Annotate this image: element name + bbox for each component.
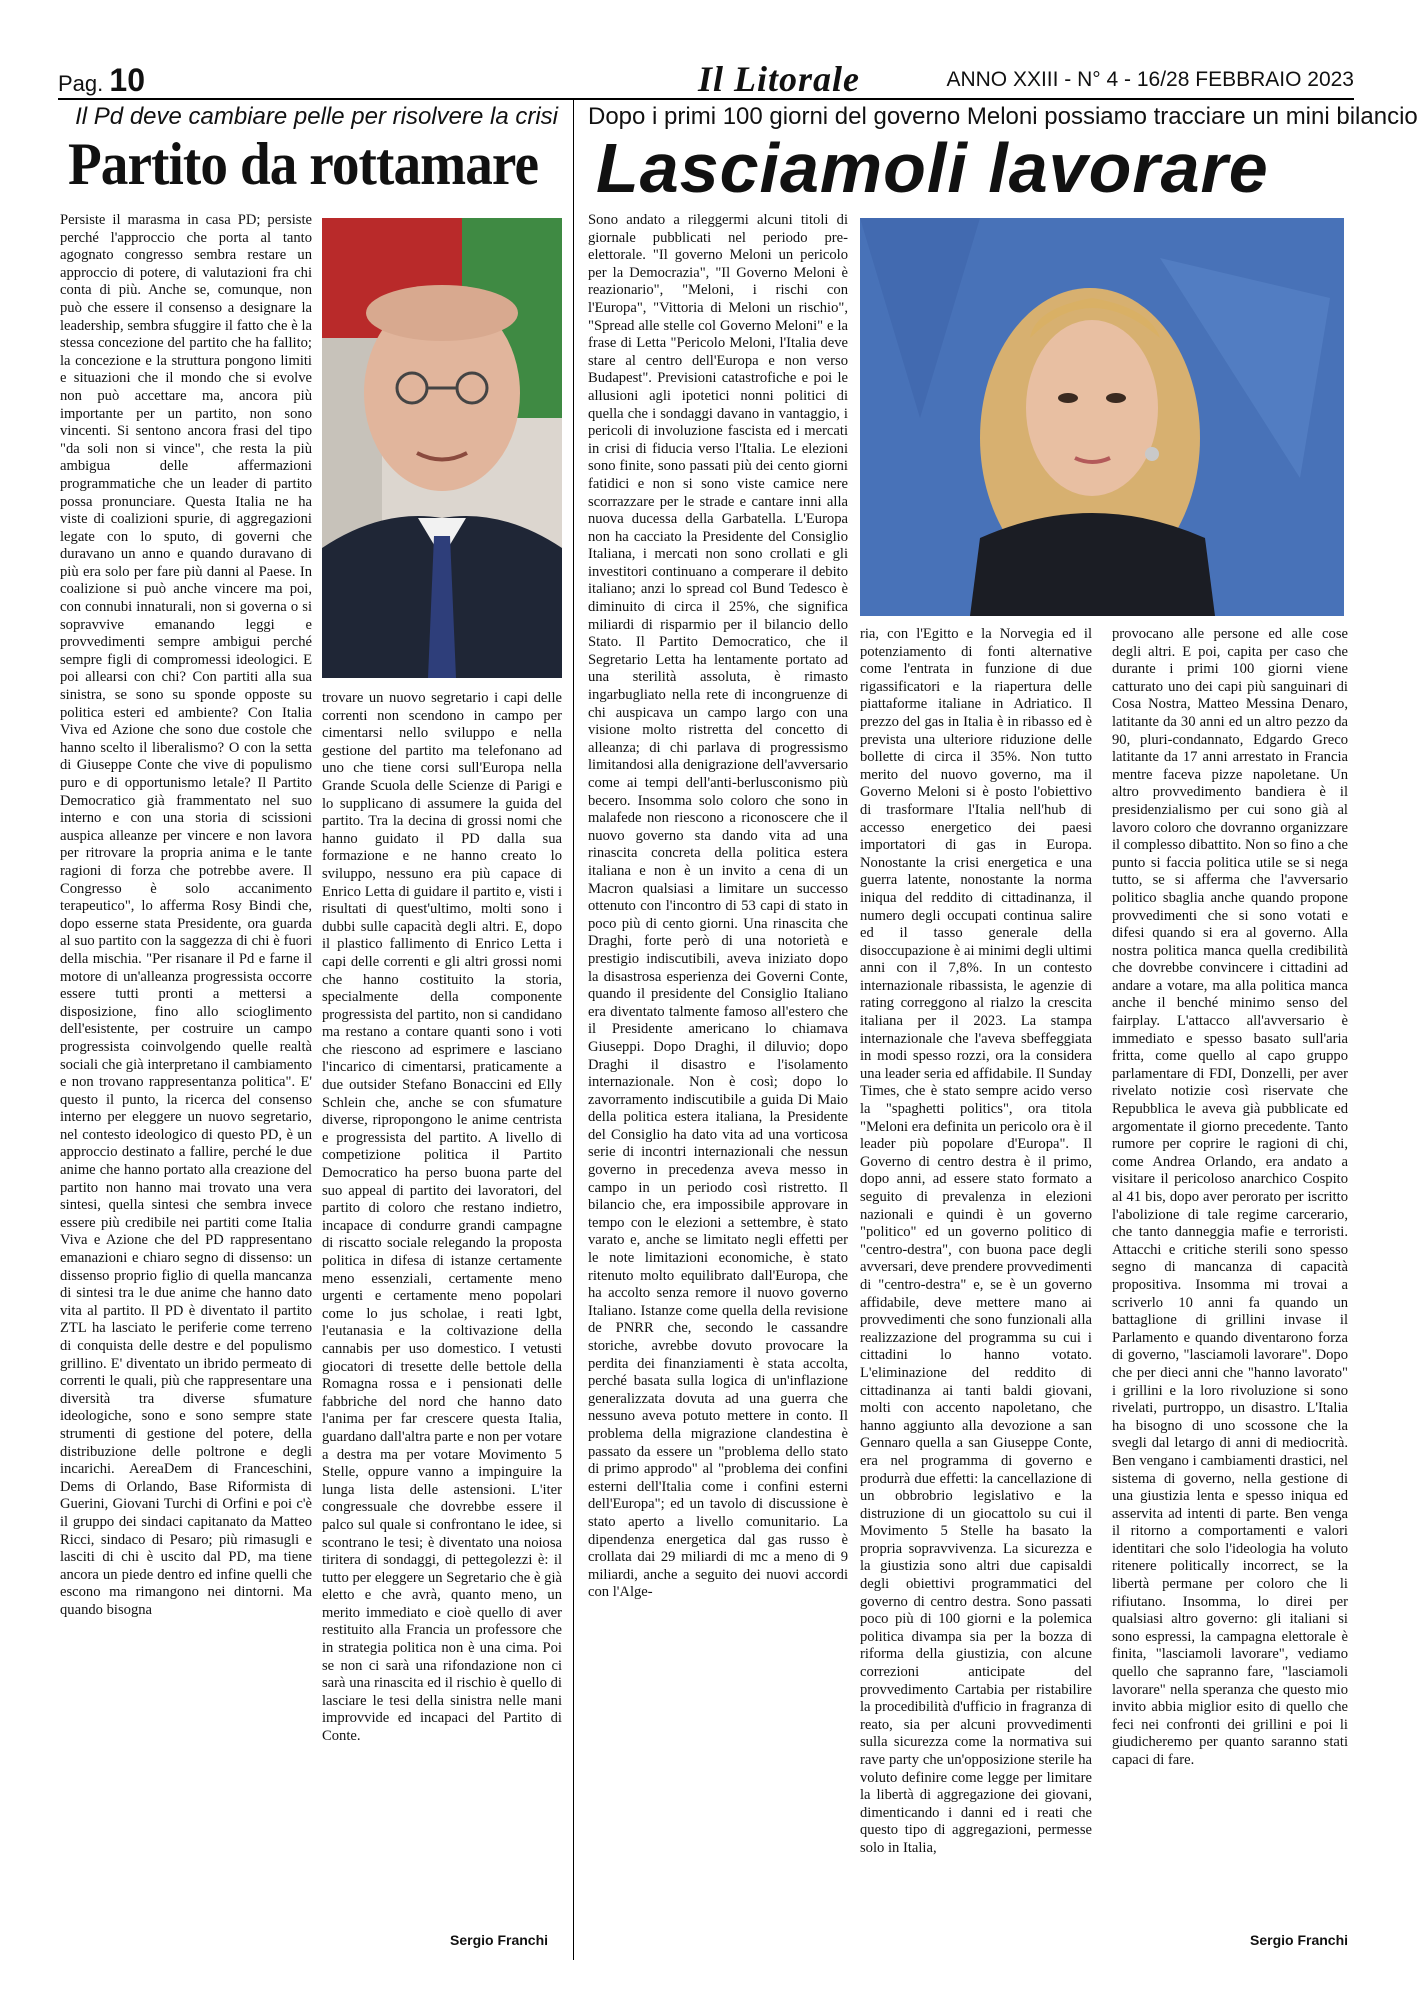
masthead: Il Litorale (698, 59, 860, 99)
right-article-col1: Sono andato a rileggermi alcuni titoli di giornale pubblicati nel periodo pre-elettorale. "Il governo Meloni un pericolo per la Democrazia", "Il Governo Meloni è reazionario", "Meloni, i rischi con l'Europa", "Vittoria di Meloni un rischio", "Spread alle stelle col Governo Meloni" e la frase di Letta "Pericolo Meloni, l'Italia deve stare al centro dell'Europa e non verso Budapest". Previsioni catastrofiche e poi le allusioni agli ipotetici nonni politici di quella che i sondaggi davano in vantaggio, i pericoli di involuzione fascista ed i mercati in crisi di fiducia verso l'Italia. Le elezioni sono finite, sono passati più dei cento giorni fatidici e non si sono viste camice nere scorrazzare per le strade e cantare inni alla nuova ducessa della Garbatella. L'Europa non ha cacciato la Presidente del Consiglio Italiana, i mercati non sono crollati e gli investitori continuano a comperare il debito italiano; anzi lo spread col Bund Tedesco è diminuito di circa il 25%, che significa miliardi di risparmio per il bilancio dello Stato. Il Partito Democratico, che il Segretario Letta ha lentamente portato ad una sterilità assoluta, è rimasto ingarbugliato nella rete di incongruenze di chi auspicava un campo largo con una visione molto ristretta del concetto di alleanza; di chi parlava di progressismo limitandosi alla denigrazione dell'avversario come ai tempi dell'anti-berlusconismo più becero. Insomma solo coloro che sono in malafede non riescono a riconoscere che il nuovo governo sta dando vita ad una rinascita concreta della politica estera italiana e non è un invito a cena di un Macron qualsiasi a limitare un successo ottenuto con l'incontro di 53 capi di stato in poco più di cento giorni. Una rinascita che Draghi, forte però di una notorietà e prestigio indiscutibili, aveva iniziato dopo la disastrosa esperienza dei Governi Conte, quando il presidente del Consiglio Italiano era diventato talmente famoso all'estero che il Presidente americano lo chiamava Giuseppi. Dopo Draghi, il diluvio; dopo Draghi il disastro e l'isolamento internazionale. Non è così; dopo lo zavorramento indiscutibile a guida Di Maio della politica estera italiana, la Presidente del Consiglio ha dato vita ad una vorticosa serie di incontri internazionali che nessun governo in precedenza aveva messo in campo in un periodo così ristretto. Il bilancio che, era impossibile approvare in tempo con le elezioni a settembre, è stato varato e, anche se limitato negli effetti per le note limitazioni economiche, è stato ritenuto molto equilibrato dall'Europa, che ha accolto senza remore il nuovo governo Italiano. Istanze come quella della revisione de PNRR che, secondo le cassandre storiche, avrebbe dovuto provocare la perdita dei finanziamenti è stata accolta, perché basata sulla logica di un'inflazione generalizzata dovuta ad una guerra che nessuno aveva potuto mettere in conto. Il problema della migrazione clandestina è passato da essere un "problema dello stato di primo approdo" al "problema dei confini esterni dell'Italia come i confini esterni dell'Europa"; ed un tavolo di discussione è stato aperto a livello comunitario. La dipendenza energetica dal gas russo è crollata dai 29 miliardi di mc a meno di 9 miliardi, anche a seguito dei nuovi accordi con l'Alge- (588, 212, 848, 1601)
right-kicker: Dopo i primi 100 giorni del governo Meloni possiamo tracciare un mini bilancio (588, 103, 1418, 130)
right-title: Lasciamoli lavorare (596, 129, 1269, 207)
portrait-woman-image (860, 218, 1344, 616)
page-number: Pag. 10 (58, 62, 145, 98)
left-title: Partito da rottamare (68, 131, 539, 197)
left-signature: Sergio Franchi (450, 1932, 549, 1948)
right-article-col2: ria, con l'Egitto e la Norvegia ed il potenziamento di fonti alternative come l'entrata in funzione di due rigassificatori e la riapertura delle piattaforme italiane in Adriatico. Il prezzo del gas in Italia è in ribasso ed è prevista una ulteriore riduzione delle bollette di circa il 35%. Non tutto merito del nuovo governo, ma il Governo Meloni si è posto l'obiettivo di trasformare l'Italia nell'hub di accesso energetico dei paesi importatori di gas in Europa. Nonostante la crisi energetica e una guerra latente, nonostante la norma iniqua del reddito di cittadinanza, il numero degli occupati continua salire ed il tasso generale della disoccupazione è ai minimi degli ultimi anni con il 7,8%. In un contesto internazionale ribassista, le agenzie di rating correggono al rialzo la crescita italiana per il 2023. La stampa internazionale che l'aveva sbeffeggiata in modi spesso rozzi, ora la considera una leader seria ed affidabile. Il Sunday Times, che è stato sempre acido verso la "spaghetti politics", ora titola "Meloni era definita un pericolo ora è il leader più popolare d'Europa". Il Governo di centro destra è il primo, dopo anni, ad essere stato formato a seguito di prevalenza in elezioni nazionali e quindi è un governo "politico" ed un governo politico di "centro-destra", con buona pace degli avversari, deve prendere provvedimenti di "centro-destra" e, se è un governo affidabile, deve mettere mano ai provvedimenti che sono funzionali alla realizzazione del programma su cui i cittadini lo hanno votato. L'eliminazione del reddito di cittadinanza ai tanti baldi giovani, molti con accento napoletano, che hanno aggiunto alla devozione a san Gennaro quella a san Giuseppe Conte, era nel programma di governo e produrrà due effetti: la cancellazione di un obbrobrio legislativo e la distruzione di un giocattolo su cui il Movimento 5 Stelle ha basato la propria sopravvivenza. La sicurezza e la giustizia sono altri due capisaldi degli obiettivi programmatici del governo di centro destra. Sono passati poco più di 100 giorni e la polemica politica divampa sia per la bozza di riforma della giustizia, con alcune correzioni anticipate del provvedimento Cartabia per ristabilire la procedibilità d'ufficio in fragranza di reato, sia per alcuni provvedimenti sulla sicurezza come la normativa sui rave party che un'opposizione sterile ha voluto definire come legge per limitare la libertà di aggregazione dei giovani, dimenticando i danni ed i reati che questo tipo di aggregazioni, permesse solo in Italia, (860, 626, 1092, 1856)
issue-info: ANNO XXIII - N° 4 - 16/28 FEBBRAIO 2023 (946, 68, 1354, 91)
right-signature: Sergio Franchi (1250, 1932, 1349, 1948)
column-divider (573, 100, 574, 1960)
left-kicker: Il Pd deve cambiare pelle per risolvere la crisi (75, 103, 558, 130)
portrait-man-image (322, 218, 562, 678)
left-article-col2: trovare un nuovo segretario i capi delle correnti non scendono in campo per cimentarsi nello sviluppo e nella gestione del partito ma telefonano ad uno che tiene corsi sull'Europa nella Grande Scuola delle Scienze di Parigi e lo supplicano di assumere la guida del partito. Tra la decina di grossi nomi che hanno guidato il PD dalla sua formazione e ne hanno creato lo sviluppo, nessuno era più capace di Enrico Letta di guidare il partito e, visti i risultati di quest'ultimo, molti sono i dubbi sulle capacità degli altri. E, dopo il plastico fallimento di Enrico Letta i capi delle correnti e gli altri grossi nomi che hanno costituito la storia, specialmente della componente progressista del partito, non si candidano ma restano a contare quanti sono i voti che riescono ad esprimere e lasciano l'incarico di cimentarsi, praticamente a due outsider Stefano Bonaccini ed Elly Schlein che, anche se con sfumature diverse, ripropongono le anime centrista e progressista del partito. A livello di competizione politica il Partito Democratico ha perso buona parte del suo appeal di partito dei lavoratori, del partito di coloro che restano indietro, incapace di condurre grandi campagne di riscatto sociale relegando la proposta politica in difesa di istanze certamente meno essenziali, certamente meno urgenti e certamente meno popolari come lo jus scholae, i reati lgbt, l'eutanasia e la coltivazione della cannabis per uso domestico. I vetusti giocatori di tresette delle bettole della Romagna rossa e i pensionati delle fabbriche del nord che hanno dato l'anima per far crescere questa Italia, guardano dall'altra parte e non per votare a destra ma per votare Movimento 5 Stelle, oppure vanno a impinguire la lunga lista delle astensioni. L'iter congressuale che dovrebbe essere il palco sul quale si confrontano le idee, si scontrano le tesi; è diventato una noiosa tiritera di sondaggi, di pettegolezzi è: il tutto per eleggere un Segretario che è già eletto e che avrà, quanto meno, un merito immediato e cioè quello di aver restituito alla Francia un professore che in strategia politica non è una cima. Poi se non ci sarà una rifondazione non ci sarà una rinascita ed il rischio è quello di lasciare le tesi della sinistra nelle mani improvvide ed incapaci del Partito di Conte. (322, 690, 562, 1745)
page-header (58, 60, 1354, 100)
photo-meloni (860, 218, 1344, 616)
left-article-col1: Persiste il marasma in casa PD; persiste perché l'approccio che porta al tanto agognato congresso sembra restare un approccio di potere, di valutazioni fra chi conta di più. Anche se, comunque, non può che essere il consenso a designare la leadership, sembra sfuggire il fatto che è la stessa concezione del partito che ha fallito; la concezione e la struttura pongono limiti e situazioni che il mondo che si evolve non può accettare ma, ancora più importante per un partito, non sono vincenti. Si sentono ancora frasi del tipo "da soli non si vince", che resta la più ambigua delle affermazioni programmatiche che un leader di partito possa pronunciare. Questa Italia ne ha viste di coalizioni spurie, di aggregazioni legate con lo sputo, di governi che duravano un anno e quando duravano di più era solo per fare più danni al Paese. In coalizione si può anche vincere ma poi, con connubi innaturali, non si governa o si sopravvive emanando leggi e provvedimenti sempre ambigui perché sempre figli di compromessi ideologici. E poi allearsi con chi? Con partiti alla sua sinistra, se sono su sponde opposte su politica esteri ed ambiente? Con Italia Viva ed Azione che sono due costole che hanno scelto il liberalismo? O con la setta di Giuseppe Conte che vive di populismo puro e di opportunismo letale? Il Partito Democratico già frammentato nel suo interno e con una storia di scissioni auspica alleanze per vincere e non lavora per ritrovare la propria anima e le tante ragioni di forza che potrebbe avere. Il Congresso è solo accanimento terapeutico", lo afferma Rosy Bindi che, dopo esserne stata Presidente, ora guarda al suo partito con la saggezza di chi è fuori della mischia. "Per risanare il Pd e farne il motore di un'alleanza progressista occorre essere tutti pronti a mettersi a disposizione, fino allo scioglimento dell'esistente, per costruire un campo progressista coinvolgendo quelle realtà sociali che già interpretano il cambiamento e non trovano rappresentanza politica". E' questo il punto, la ricerca del consenso interno per eleggere un nuovo segretario, nel contesto ideologico di questo PD, è un approccio destinato a fallire, perché le due anime che hanno portato alla creazione del partito non hanno mai trovato una vera sintesi, quella sintesi che sembra invece essere più credibile nei partiti come Italia Viva e Azione che del PD rappresentano emanazioni e chiaro segno di dissenso: un dissenso proprio figlio di quella mancanza di sintesi tra le due anime che hanno dato vita al partito. Il PD è diventato il partito ZTL ha lasciato le periferie come terreno di conquista delle destre e del populismo grillino. E' diventato un ibrido permeato di correnti le quali, più che rappresentare una diversità tra diverse sfumature ideologiche, sono e sono sempre state strumenti di gestione del potere, della distribuzione delle poltrone e degli incarichi. AereaDem di Franceschini, Dems di Orlando, Base Riformista di Guerini, Giovani Turchi di Orfini e poi c'è il gruppo dei sindaci capitanato da Matteo Ricci, sindaco di Pesaro; più rimasugli e lasciti di chi è uscito dal PD, ma tiene ancora un piede dentro ed infine quelli che escono ma rimangono nei dintorni. Ma quando bisogna (60, 212, 312, 1618)
right-article-col3: provocano alle persone ed alle cose degli altri. E poi, capita per caso che durante i primi 100 giorni viene catturato uno dei capi più sanguinari di Cosa Nostra, Matteo Messina Denaro, latitante da 30 anni ed un altro pezzo da 90, pluri-condannato, Edgardo Greco latitante da 17 anni arrestato in Francia mentre faceva pizze napoletane. Un altro provvedimento bandiera è il presidenzialismo per cui sono già al lavoro coloro che dovranno organizzare il complesso dibattito. Non so fino a che punto si faccia politica utile se si nega tutto, se si afferma che l'avversario politico sbaglia anche quando propone provvedimenti che si sono votati e difesi quando si era al governo. Alla nostra politica manca quella credibilità che dovrebbe convincere i cittadini ad andare a votare, ma alla politica manca anche il benché minimo senso del fairplay. L'attacco all'avversario è immediato e spesso basato sull'aria fritta, come quello al capo gruppo parlamentare di FDI, Donzelli, per aver rivelato notizie così riservate che Repubblica le aveva già pubblicate ed argomentate il giorno precedente. Tanto rumore per coprire le ragioni di chi, come Andrea Orlando, era andato a visitare il pericoloso anarchico Cospito al 41 bis, dopo aver perorato per iscritto l'abolizione di tale regime carcerario, che tanto danneggia mafie e terroristi. Attacchi e critiche sterili sono spesso segno di mancanza di capacità propositiva. Insomma mi trovai a scriverlo 10 anni fa quando un battaglione di grillini invase il Parlamento e quando diventarono forza di governo, "lasciamoli lavorare". Dopo che per dieci anni che "hanno lavorato" i grillini e la loro rivoluzione si sono rivelati, purtroppo, un disastro. L'Italia ha bisogno di uno scossone che la svegli dal letargo di anni di mediocrità. Ben vengano i cambiamenti drastici, nel sistema di governo, nella gestione di una giustizia lenta e spesso iniqua ed asservita ad intenti di parte. Ben venga il ritorno a comportamenti e valori identitari che solo l'ideologia ha voluto ritenere politically incorrect, se la libertà permane per coloro che li rifiutano. Insomma, lo direi per qualsiasi altro governo: gli italiani si sono espressi, la campagna elettorale è finita, "lasciamoli lavorare", vediamo quello che sapranno fare, "lasciamoli lavorare" nella speranza che questo mio invito abbia miglior esito di quello che feci nei confronti dei grillini e poi li giudicheremo per quanto saranno stati capaci di fare. (1112, 626, 1348, 1768)
photo-letta (322, 218, 562, 678)
